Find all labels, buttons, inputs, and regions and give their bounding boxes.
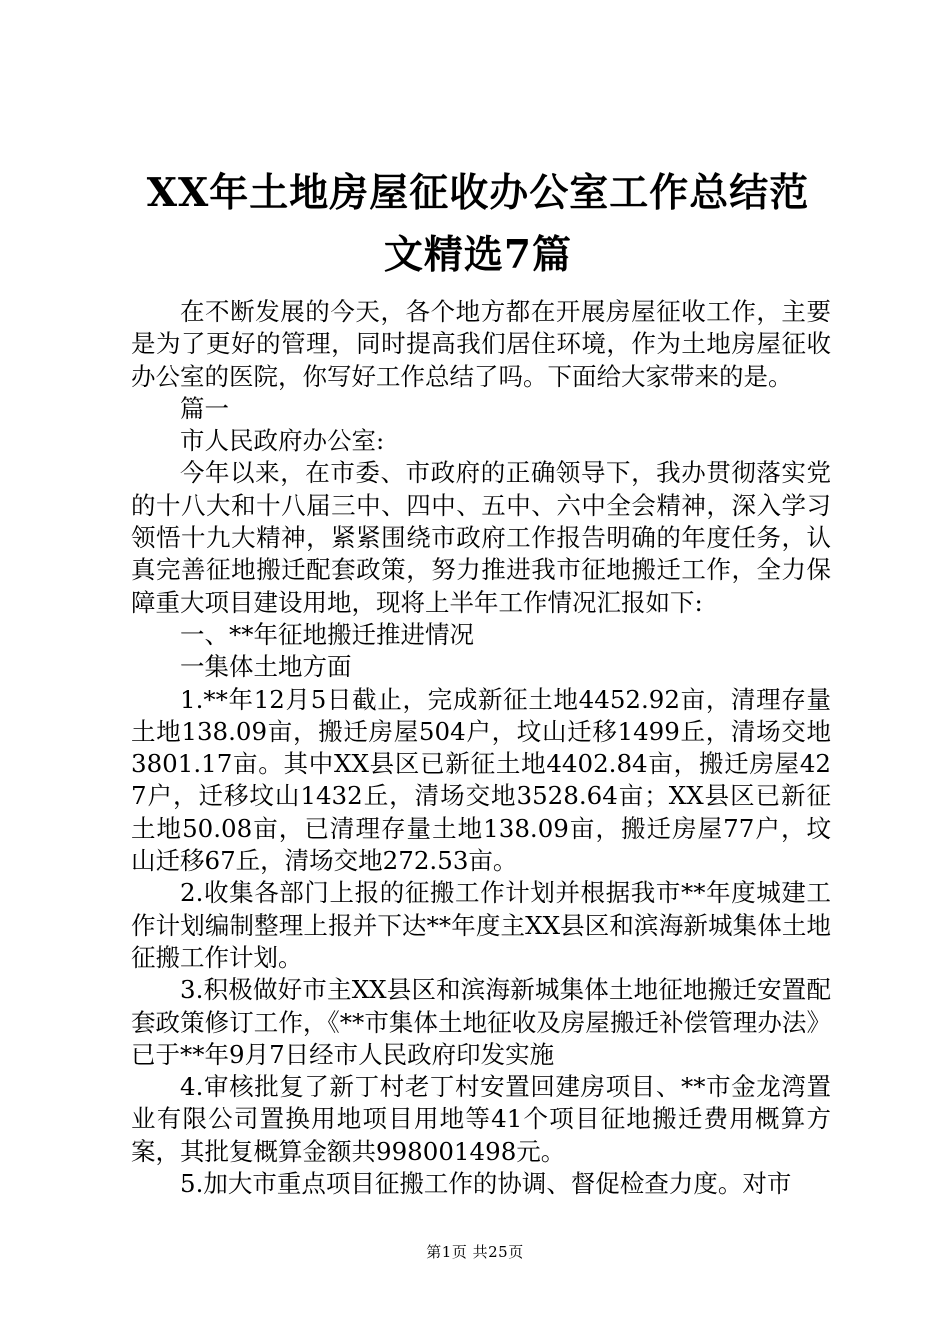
- page-footer: 第1页 共25页: [426, 1243, 524, 1261]
- paragraph-section-heading: 篇一: [180, 393, 229, 423]
- paragraph-overview: 今年以来，在市委、市政府的正确领导下，我办贯彻落实党的十八大和十八届三中、四中、五中、六中全会精神，深入学习领悟十九大精神，紧紧围绕市政府工作报告明确的年度任务，认真完善征地搬迁配套政策，努力推进我市征地搬迁工作，全力保障重大项目建设用地，现将上半年工作情况汇报如下:: [131, 458, 831, 617]
- paragraph-item-2: 2.收集各部门上报的征搬工作计划并根据我市**年度城建工作计划编制整理上报并下达**年度主XX县区和滨海新城集体土地征搬工作计划。: [131, 878, 831, 972]
- paragraph-subheading: 一集体土地方面: [180, 652, 352, 682]
- paragraph-item-4: 4.审核批复了新丁村老丁村安置回建房项目、**市金龙湾置业有限公司置换用地项目用地等41个项目征地搬迁费用概算方案，其批复概算金额共998001498元。: [131, 1072, 831, 1166]
- paragraph-intro: 在不断发展的今天，各个地方都在开展房屋征收工作，主要是为了更好的管理，同时提高我们居住环境，作为土地房屋征收办公室的医院，你写好工作总结了吗。下面给大家带来的是。: [131, 297, 831, 391]
- paragraph-heading-1: 一、**年征地搬迁推进情况: [180, 619, 474, 649]
- document-body: [131, 296, 831, 1200]
- paragraph-item-5: 5.加大市重点项目征搬工作的协调、督促检查力度。对市: [180, 1169, 792, 1199]
- paragraph-item-1: 1.**年12月5日截止，完成新征土地4452.92亩，清理存量土地138.09亩，搬迁房屋504户，坟山迁移1499丘，清场交地3801.17亩。其中XX县区已新征土地4402.84亩，搬迁房屋427户，迁移坟山1432丘，清场交地3528.64亩；XX县区已新征土地50.08亩，已清理存量土地138.09亩，搬迁房屋77户，坟山迁移67丘，清场交地272.53亩。: [131, 684, 831, 876]
- document-title: XX年土地房屋征收办公室工作总结范文精选7篇: [146, 170, 810, 278]
- paragraph-item-3: 3.积极做好市主XX县区和滨海新城集体土地征地搬迁安置配套政策修订工作，《**市集体土地征收及房屋搬迁补偿管理办法》已于**年9月7日经市人民政府印发实施: [131, 975, 831, 1069]
- paragraph-addressee: 市人民政府办公室:: [180, 426, 385, 456]
